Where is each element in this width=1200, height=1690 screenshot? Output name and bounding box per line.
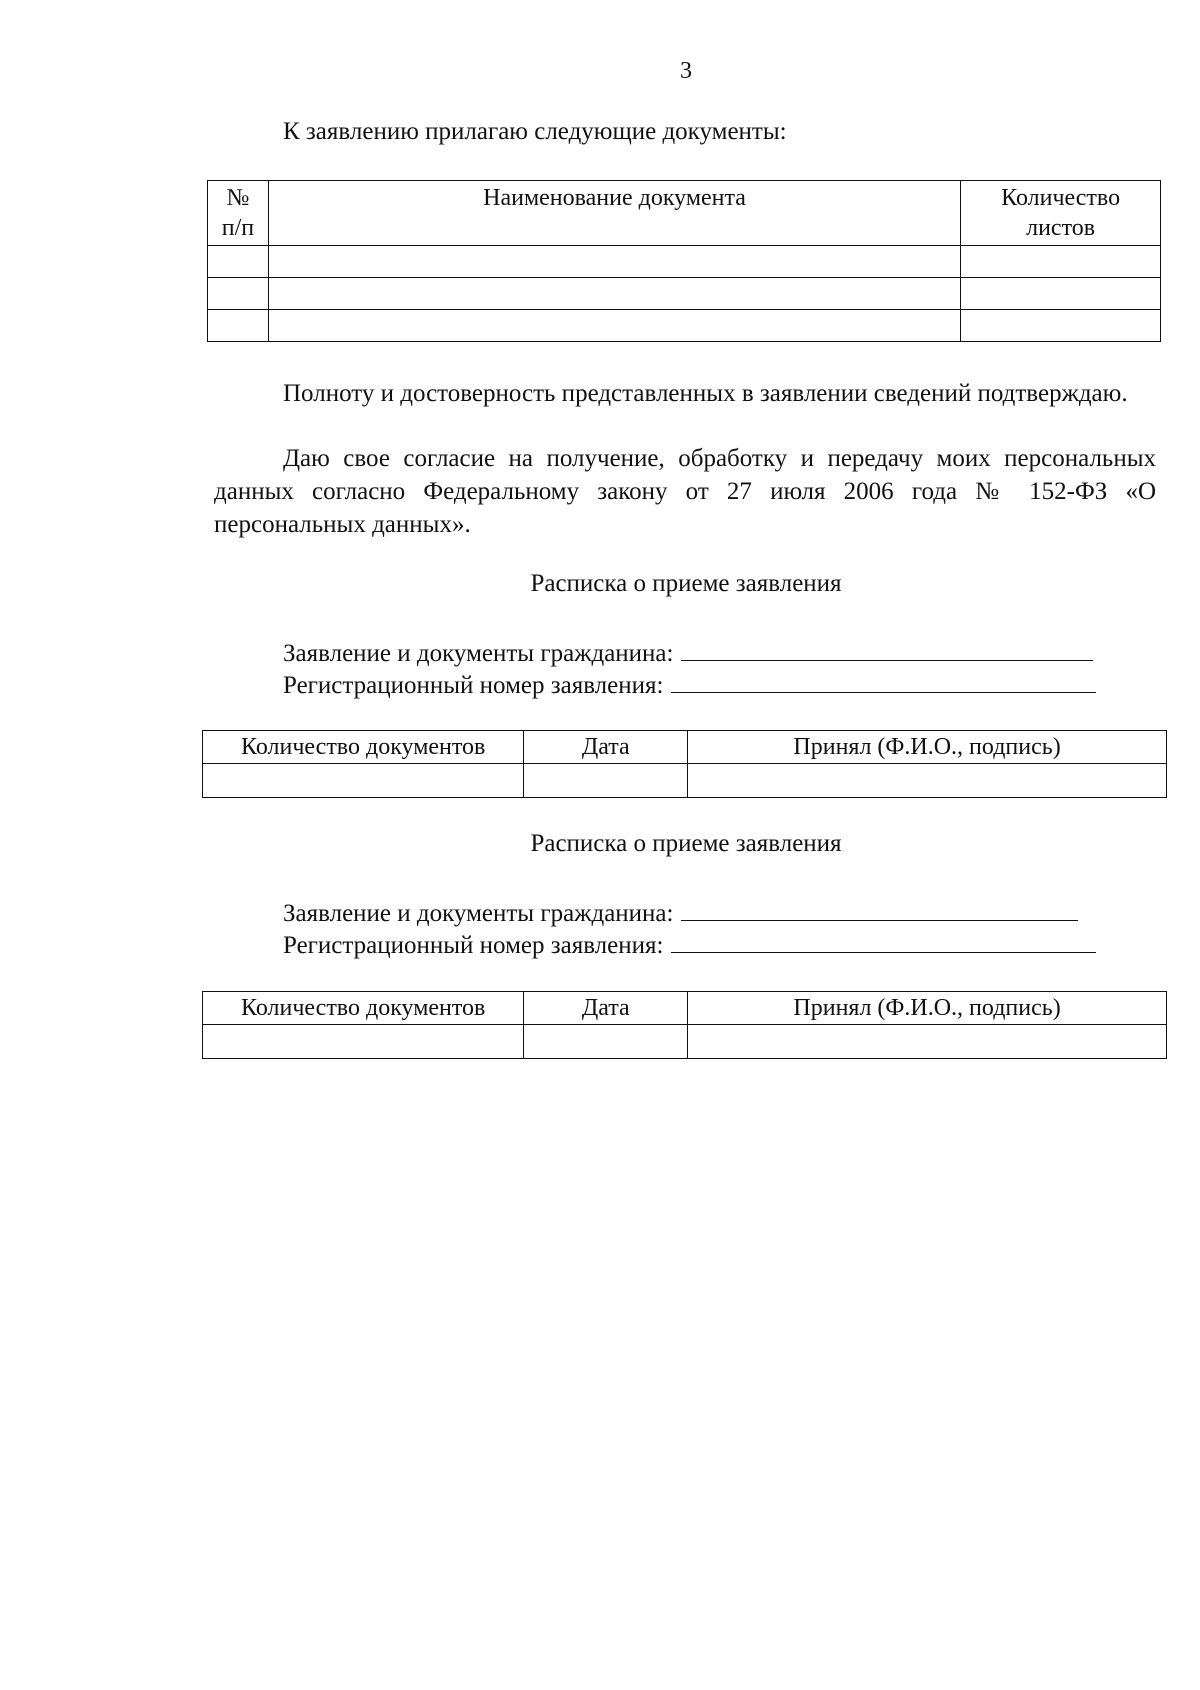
cell-document-name[interactable] bbox=[268, 278, 960, 310]
citizen-documents-field bbox=[283, 896, 1078, 928]
citizen-documents-input[interactable] bbox=[681, 636, 1093, 661]
page-number: 3 bbox=[680, 58, 692, 84]
registration-number-input[interactable] bbox=[671, 668, 1096, 693]
cell-number[interactable] bbox=[208, 246, 269, 278]
header-received-by: Принял (Ф.И.О., подпись) bbox=[688, 731, 1167, 764]
header-date: Дата bbox=[524, 992, 688, 1025]
attachments-intro: К заявлению прилагаю следующие документы: bbox=[283, 118, 787, 145]
receipt-table-header bbox=[203, 992, 1167, 1025]
registration-number-field bbox=[283, 928, 1096, 960]
header-number: № п/п bbox=[208, 181, 269, 246]
registration-number-field bbox=[283, 668, 1096, 700]
cell-document-name[interactable] bbox=[268, 310, 960, 342]
receipt-table-header bbox=[203, 731, 1167, 764]
cell-sheet-count[interactable] bbox=[961, 246, 1161, 278]
cell-date[interactable] bbox=[524, 764, 688, 798]
table-row bbox=[208, 278, 1161, 310]
table-row bbox=[208, 246, 1161, 278]
header-received-by: Принял (Ф.И.О., подпись) bbox=[688, 992, 1167, 1025]
receipt-title: Расписка о приеме заявления bbox=[530, 830, 842, 857]
receipt-table bbox=[202, 991, 1167, 1059]
header-document-count: Количество документов bbox=[203, 731, 524, 764]
cell-date[interactable] bbox=[524, 1025, 688, 1059]
attachments-table-header bbox=[208, 181, 1161, 246]
table-row bbox=[203, 1025, 1167, 1059]
header-document-name: Наименование документа bbox=[268, 181, 960, 246]
cell-document-name[interactable] bbox=[268, 246, 960, 278]
cell-document-count[interactable] bbox=[203, 764, 524, 798]
citizen-documents-input[interactable] bbox=[681, 896, 1078, 921]
citizen-documents-field bbox=[283, 636, 1093, 668]
citizen-documents-label: Заявление и документы гражданина: bbox=[283, 900, 674, 927]
registration-number-label: Регистрационный номер заявления: bbox=[283, 672, 664, 699]
cell-number[interactable] bbox=[208, 310, 269, 342]
citizen-documents-label: Заявление и документы гражданина: bbox=[283, 640, 674, 667]
receipt-table bbox=[202, 730, 1167, 798]
cell-document-count[interactable] bbox=[203, 1025, 524, 1059]
table-row bbox=[208, 310, 1161, 342]
header-document-count: Количество документов bbox=[203, 992, 524, 1025]
receipt-title: Расписка о приеме заявления bbox=[530, 570, 842, 597]
personal-data-consent: Даю свое согласие на получение, обработку и передачу моих персональных данных согласно Федеральному закону от 27 июля 2006 года № 152-ФЗ «О персональных данных». bbox=[214, 445, 1156, 538]
cell-sheet-count[interactable] bbox=[961, 278, 1161, 310]
cell-received-by[interactable] bbox=[688, 764, 1167, 798]
header-sheet-count: Количество листов bbox=[961, 181, 1161, 246]
registration-number-label: Регистрационный номер заявления: bbox=[283, 932, 664, 959]
accuracy-confirmation: Полноту и достоверность представленных в заявлении сведений подтверждаю. bbox=[283, 380, 1128, 407]
cell-sheet-count[interactable] bbox=[961, 310, 1161, 342]
header-date: Дата bbox=[524, 731, 688, 764]
attachments-table bbox=[207, 180, 1161, 342]
table-row bbox=[203, 764, 1167, 798]
cell-number[interactable] bbox=[208, 278, 269, 310]
registration-number-input[interactable] bbox=[671, 928, 1096, 953]
cell-received-by[interactable] bbox=[688, 1025, 1167, 1059]
